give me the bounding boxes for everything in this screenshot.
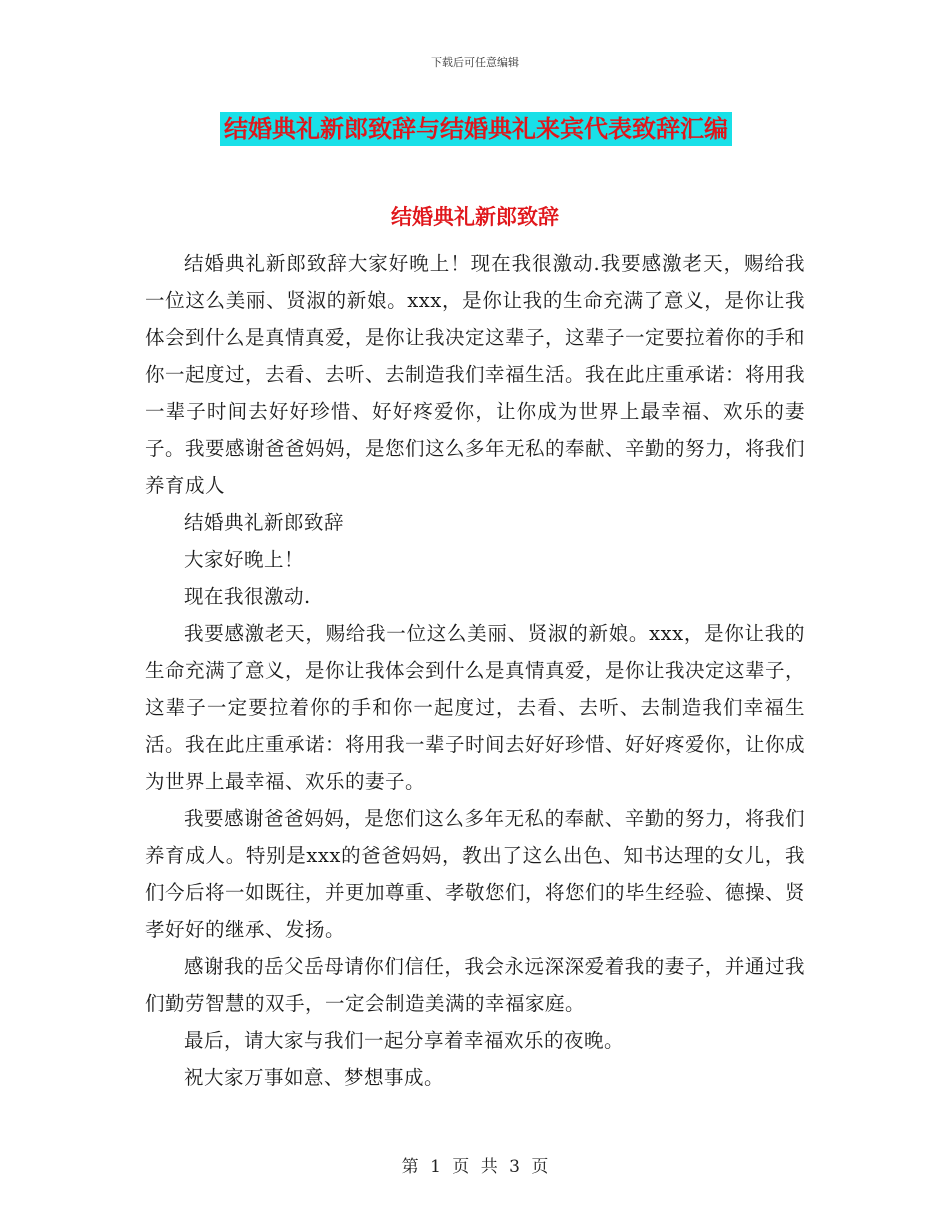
paragraph: 大家好晚上！: [184, 548, 305, 571]
paragraph: 最后，请大家与我们一起分享着幸福欢乐的夜晚。: [184, 1029, 625, 1052]
paragraph: 祝大家万事如意、梦想事成。: [184, 1066, 445, 1089]
page-header-note: 下载后可任意编辑: [431, 56, 519, 69]
paragraph: 结婚典礼新郎致辞大家好晚上！现在我很激动.我要感激老天，赐给我一位这么美丽、贤淑的新娘。xxx，是你让我的生命充满了意义，是你让我体会到什么是真情真爱，是你让我决定这辈子，这辈子一定要拉着你的手和你一起度过，去看、去听、去制造我们幸福生活。我在此庄重承诺：将用我一辈子时间去好好珍惜、好好疼爱你，让你成为世界上最幸福、欢乐的妻子。我要感谢爸爸妈妈，是您们这么多年无私的奉献、辛勤的努力，将我们养育成人: [145, 252, 806, 497]
page-number: 第 1 页 共 3 页: [401, 1157, 549, 1177]
section-title: 结婚典礼新郎致辞: [391, 205, 559, 229]
document-title: 结婚典礼新郎致辞与结婚典礼来宾代表致辞汇编: [220, 112, 732, 146]
paragraph: 感谢我的岳父岳母请你们信任，我会永远深深爱着我的妻子，并通过我们勤劳智慧的双手，一定会制造美满的幸福家庭。: [145, 955, 805, 1015]
paragraph: 我要感激老天，赐给我一位这么美丽、贤淑的新娘。xxx，是你让我的生命充满了意义，是你让我体会到什么是真情真爱，是你让我决定这辈子，这辈子一定要拉着你的手和你一起度过，去看、去听、去制造我们幸福生活。我在此庄重承诺：将用我一辈子时间去好好珍惜、好好疼爱你，让你成为世界上最幸福、欢乐的妻子。: [145, 622, 806, 793]
paragraph: 我要感谢爸爸妈妈，是您们这么多年无私的奉献、辛勤的努力，将我们养育成人。特别是xxx的爸爸妈妈，教出了这么出色、知书达理的女儿，我们今后将一如既往，并更加尊重、孝敬您们，将您们的毕生经验、德操、贤孝好好的继承、发扬。: [145, 807, 806, 941]
paragraph: 现在我很激动.: [184, 585, 311, 608]
paragraph: 结婚典礼新郎致辞: [184, 511, 345, 534]
document-body: [145, 245, 805, 1096]
